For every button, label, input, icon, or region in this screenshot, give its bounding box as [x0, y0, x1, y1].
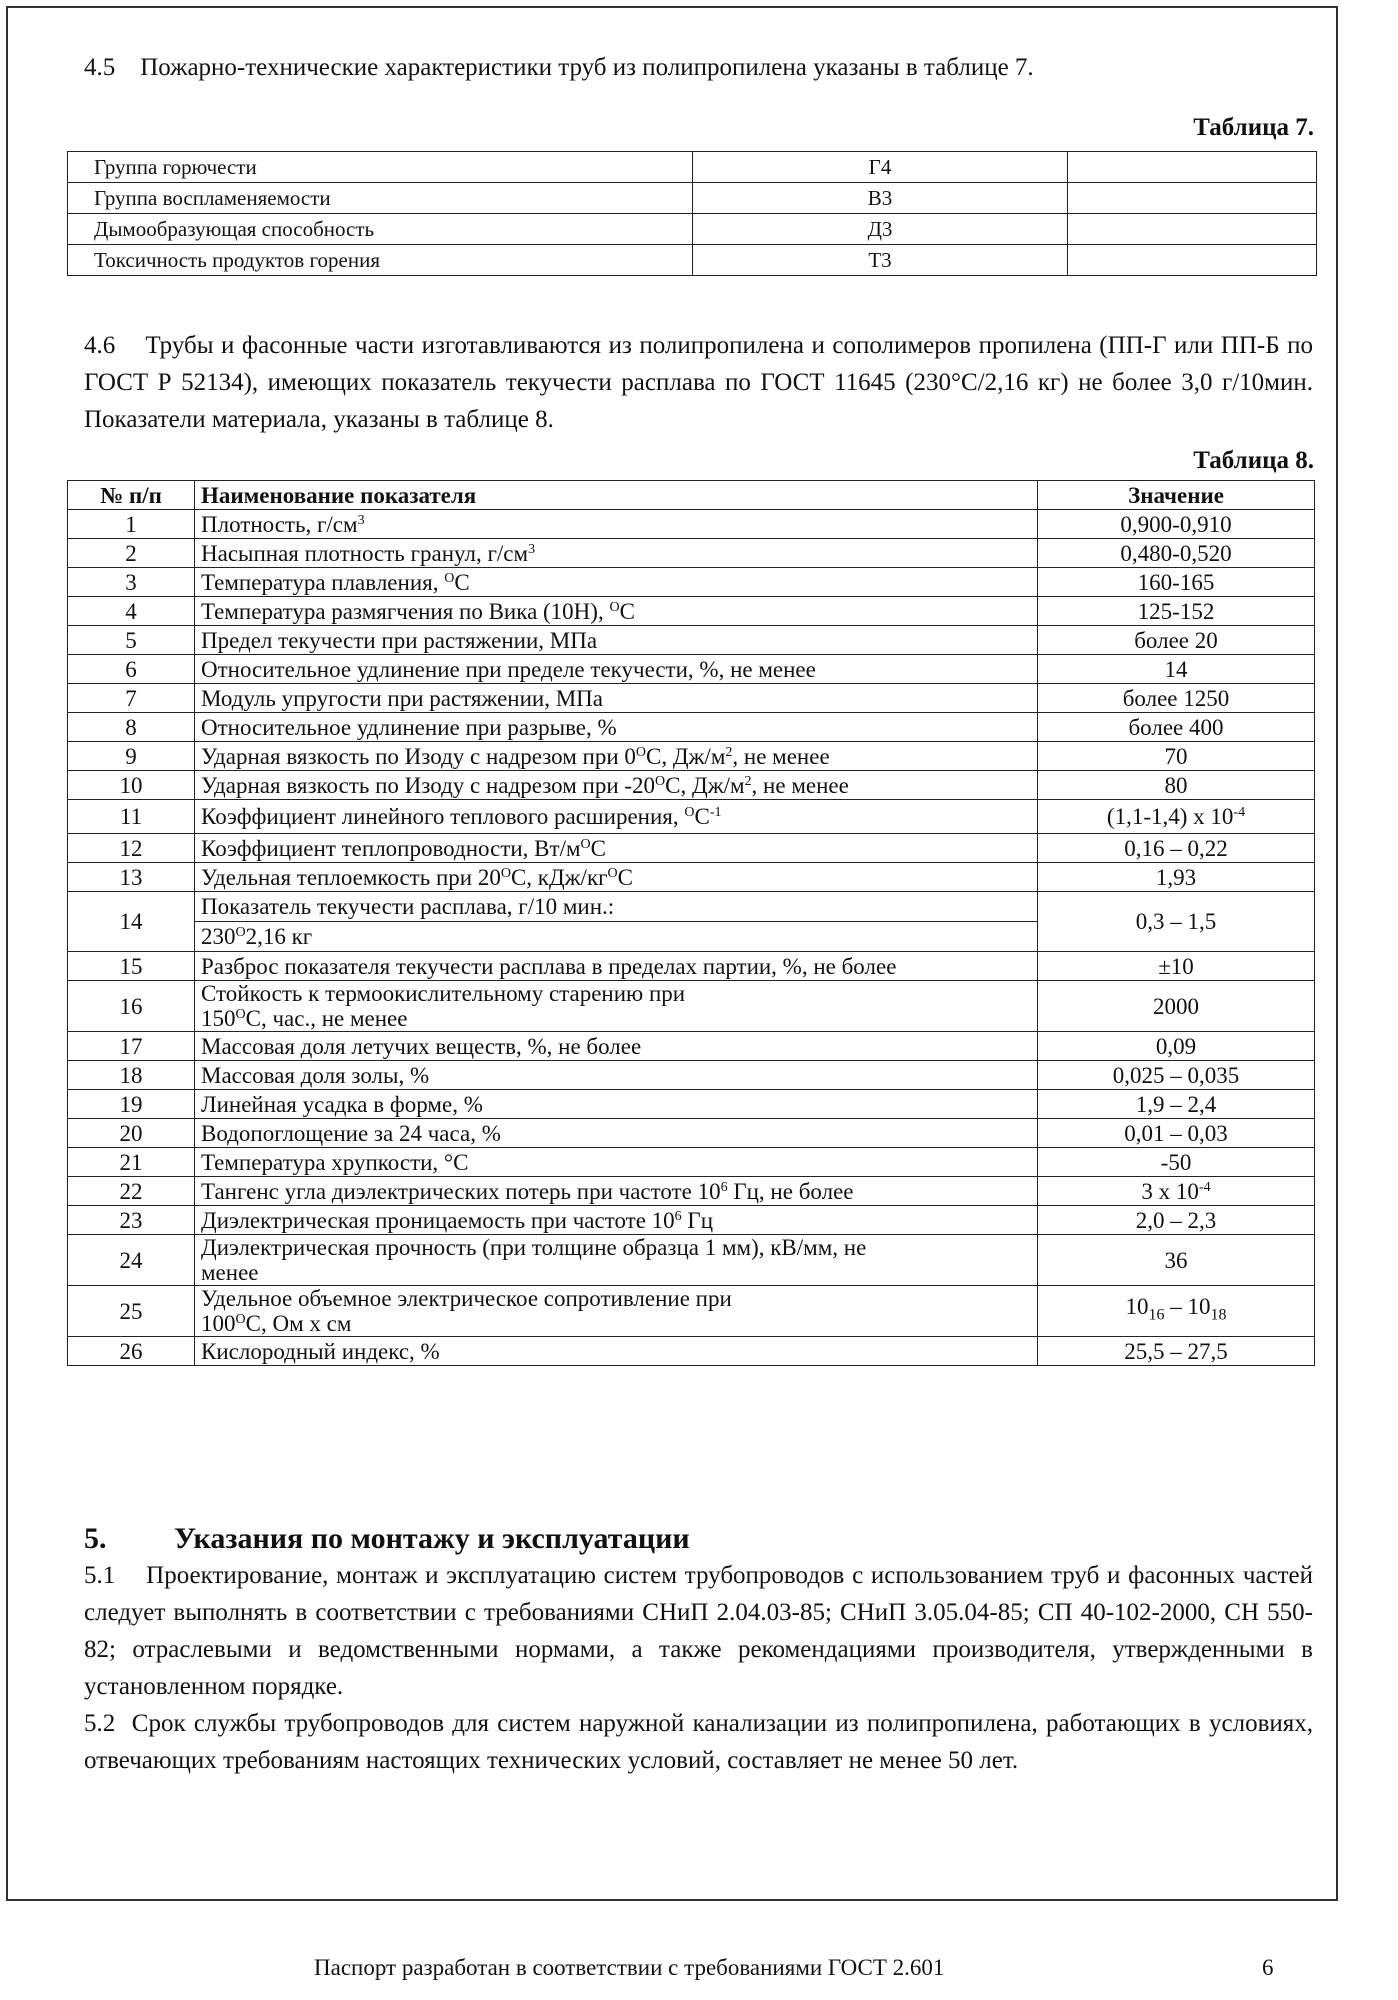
- table-row: [68, 1119, 1315, 1148]
- paragraph-4-6: 4.6 Трубы и фасонные части изготавливаются из полипропилена и сополимеров пропилена (ПП-Г или ПП-Б по ГОСТ Р 52134), имеющих показатель текучести расплава по ГОСТ 11645 (230°С/2,16 кг) не более 3,0 г/10мин. Показатели материала, указаны в таблице 8.: [84, 332, 1320, 433]
- footer-text: Паспорт разработан в соответствии с требованиями ГОСТ 2.601: [314, 1955, 945, 1980]
- row-value: 125-152: [1038, 597, 1315, 626]
- row-num: 23: [68, 1206, 195, 1235]
- row-name: Кислородный индекс, %: [195, 1337, 1038, 1366]
- row-num: 21: [68, 1148, 195, 1177]
- row-name: Температура плавления, $^О$С: [195, 568, 1038, 597]
- section-number: 5.: [84, 1522, 107, 1555]
- row-value: 0,09: [1038, 1032, 1315, 1061]
- table-row: [68, 568, 1315, 597]
- table-cell: Дымообразующая способность: [68, 214, 693, 245]
- row-value: 0,01 – 0,03: [1038, 1119, 1315, 1148]
- row-num: 11: [68, 800, 195, 834]
- row-num: 4: [68, 597, 195, 626]
- row-num: 7: [68, 684, 195, 713]
- table-cell: Д3: [693, 214, 1068, 245]
- row-num: 9: [68, 742, 195, 771]
- row-value: 0,025 – 0,035: [1038, 1061, 1315, 1090]
- table-8-caption: Таблица 8.: [1193, 447, 1314, 474]
- paragraph-5-1: 5.1 Проектирование, монтаж и эксплуатацию систем трубопроводов с использованием труб и фасонных частей следует выполнять в соответствии с требованиями СНиП 2.04.03-85; СНиП 3.05.04-85; СП 40-102-2000, СН 550-82; отраслевыми и ведомственными нормами, а также рекомендациями производителя, утвержденными в установленном порядке.: [84, 1562, 1320, 1700]
- table-row: [68, 713, 1315, 742]
- table-row: [68, 834, 1315, 863]
- table-row: [68, 539, 1315, 568]
- table-row: [68, 981, 1315, 1032]
- row-value: 36: [1038, 1235, 1315, 1286]
- row-num: 17: [68, 1032, 195, 1061]
- table-row: [68, 245, 1317, 276]
- row-name: Модуль упругости при растяжении, МПа: [195, 684, 1038, 713]
- row-name: Коэффициент линейного теплового расширения, $^ОС^{-1}$: [195, 800, 1038, 834]
- header-value: Значение: [1038, 481, 1315, 510]
- table-row: [68, 771, 1315, 800]
- table-row: [68, 626, 1315, 655]
- row-name: Диэлектрическая прочность (при толщине образца 1 мм), кВ/мм, не менее: [195, 1235, 1038, 1286]
- page-number: 6: [1262, 1955, 1274, 1980]
- table-row: [68, 800, 1315, 834]
- row-value: 0,480-0,520: [1038, 539, 1315, 568]
- row-value: 80: [1038, 771, 1315, 800]
- row-name: Ударная вязкость по Изоду с надрезом при $-20^ОС$, $Дж/м^2$, не менее: [195, 771, 1038, 800]
- table-row: [68, 1286, 1315, 1337]
- row-value: 160-165: [1038, 568, 1315, 597]
- row-value: более 400: [1038, 713, 1315, 742]
- table-row: [68, 742, 1315, 771]
- row-name: $230^О2,16$ кг: [195, 922, 1038, 952]
- row-value: более 20: [1038, 626, 1315, 655]
- row-value: 70: [1038, 742, 1315, 771]
- row-value: более 1250: [1038, 684, 1315, 713]
- row-value: 1,9 – 2,4: [1038, 1090, 1315, 1119]
- table-row: [68, 684, 1315, 713]
- row-value: -50: [1038, 1148, 1315, 1177]
- row-name: Удельное объемное электрическое сопротивление при $100^ОС$, Ом х см: [195, 1286, 1038, 1337]
- section-title: Указания по монтажу и эксплуатации: [174, 1522, 690, 1555]
- table-cell: Т3: [693, 245, 1068, 276]
- row-name: Температура размягчения по Вика (10Н), $^О$С: [195, 597, 1038, 626]
- section-5-heading: [84, 1522, 690, 1556]
- row-num: 24: [68, 1235, 195, 1286]
- table-row: [68, 952, 1315, 981]
- row-value: 0,16 – 0,22: [1038, 834, 1315, 863]
- table-7: [67, 151, 1317, 276]
- row-num: 3: [68, 568, 195, 597]
- table-row: [68, 214, 1317, 245]
- table-row: [68, 863, 1315, 892]
- row-name: Массовая доля золы, %: [195, 1061, 1038, 1090]
- table-row: [68, 655, 1315, 684]
- row-name: Тангенс угла диэлектрических потерь при частоте $10^6$ Гц, не более: [195, 1177, 1038, 1206]
- row-num: 13: [68, 863, 195, 892]
- row-name: Разброс показателя текучести расплава в пределах партии, %, не более: [195, 952, 1038, 981]
- row-num: 18: [68, 1061, 195, 1090]
- row-num: 8: [68, 713, 195, 742]
- row-num: 5: [68, 626, 195, 655]
- row-name: Плотность, $г/см^3$: [195, 510, 1038, 539]
- row-num: 26: [68, 1337, 195, 1366]
- table-cell: Г4: [693, 152, 1068, 183]
- table-row: [68, 892, 1315, 922]
- row-value: ±10: [1038, 952, 1315, 981]
- row-name: Стойкость к термоокислительному старению при $150^ОС$, час., не менее: [195, 981, 1038, 1032]
- row-num: 16: [68, 981, 195, 1032]
- table-7-caption: Таблица 7.: [1193, 114, 1314, 141]
- table-cell: Группа горючести: [68, 152, 693, 183]
- table-row: [68, 1177, 1315, 1206]
- table-row: [68, 1235, 1315, 1286]
- header-num: № п/п: [68, 481, 195, 510]
- row-name: Ударная вязкость по Изоду с надрезом при $0^ОС$, $Дж/м^2$, не менее: [195, 742, 1038, 771]
- row-num: 15: [68, 952, 195, 981]
- paragraph-5-2: 5.2 Срок службы трубопроводов для систем наружной канализации из полипропилена, работающих в условиях, отвечающих требованиям настоящих технических условий, составляет не менее 50 лет.: [84, 1710, 1320, 1774]
- row-name: Показатель текучести расплава, г/10 мин.:: [195, 892, 1038, 922]
- row-name: Линейная усадка в форме, %: [195, 1090, 1038, 1119]
- row-num: 25: [68, 1286, 195, 1337]
- table-row: [68, 1061, 1315, 1090]
- row-num: 22: [68, 1177, 195, 1206]
- row-value: 3 х $10^{-4}$: [1038, 1177, 1315, 1206]
- table-row: [68, 1148, 1315, 1177]
- table-row: [68, 1206, 1315, 1235]
- table-cell: Токсичность продуктов горения: [68, 245, 693, 276]
- row-value: 0,900-0,910: [1038, 510, 1315, 539]
- paragraph-4-5: 4.5 Пожарно-технические характеристики труб из полипропилена указаны в таблице 7.: [84, 54, 1034, 81]
- row-name: Насыпная плотность гранул, $г/см^3$: [195, 539, 1038, 568]
- table-8: [67, 480, 1315, 1366]
- table-cell: Группа воспламеняемости: [68, 183, 693, 214]
- row-name: Удельная теплоемкость при $20^ОС$, кДж/$кг^ОС$: [195, 863, 1038, 892]
- table-header-row: [68, 481, 1315, 510]
- table-row: [68, 183, 1317, 214]
- header-name: Наименование показателя: [195, 481, 1038, 510]
- row-value: 2000: [1038, 981, 1315, 1032]
- row-num: 1: [68, 510, 195, 539]
- row-name: Температура хрупкости, °С: [195, 1148, 1038, 1177]
- row-name: Относительное удлинение при разрыве, %: [195, 713, 1038, 742]
- table-row: [68, 1032, 1315, 1061]
- row-num: 12: [68, 834, 195, 863]
- row-name: Водопоглощение за 24 часа, %: [195, 1119, 1038, 1148]
- row-value: 14: [1038, 655, 1315, 684]
- row-num: 19: [68, 1090, 195, 1119]
- row-name: Массовая доля летучих веществ, %, не более: [195, 1032, 1038, 1061]
- row-name: Коэффициент теплопроводности, $Вт/м^ОС$: [195, 834, 1038, 863]
- row-name: Относительное удлинение при пределе текучести, %, не менее: [195, 655, 1038, 684]
- table-row: [68, 597, 1315, 626]
- row-value: $10_{16} - 10_{18}$: [1038, 1286, 1315, 1337]
- row-value: 0,3 – 1,5: [1038, 892, 1315, 952]
- row-value: 1,93: [1038, 863, 1315, 892]
- row-name: Предел текучести при растяжении, МПа: [195, 626, 1038, 655]
- row-num: 14: [68, 892, 195, 952]
- table-cell: В3: [693, 183, 1068, 214]
- row-value: 2,0 – 2,3: [1038, 1206, 1315, 1235]
- table-row: [68, 152, 1317, 183]
- row-name: Диэлектрическая проницаемость при частоте $10^6$ Гц: [195, 1206, 1038, 1235]
- row-num: 6: [68, 655, 195, 684]
- row-value: (1,1-1,4) х $10^{-4}$: [1038, 800, 1315, 834]
- row-num: 20: [68, 1119, 195, 1148]
- row-value: 25,5 – 27,5: [1038, 1337, 1315, 1366]
- table-row: [68, 510, 1315, 539]
- table-row: [68, 1337, 1315, 1366]
- row-num: 2: [68, 539, 195, 568]
- row-num: 10: [68, 771, 195, 800]
- table-row: [68, 1090, 1315, 1119]
